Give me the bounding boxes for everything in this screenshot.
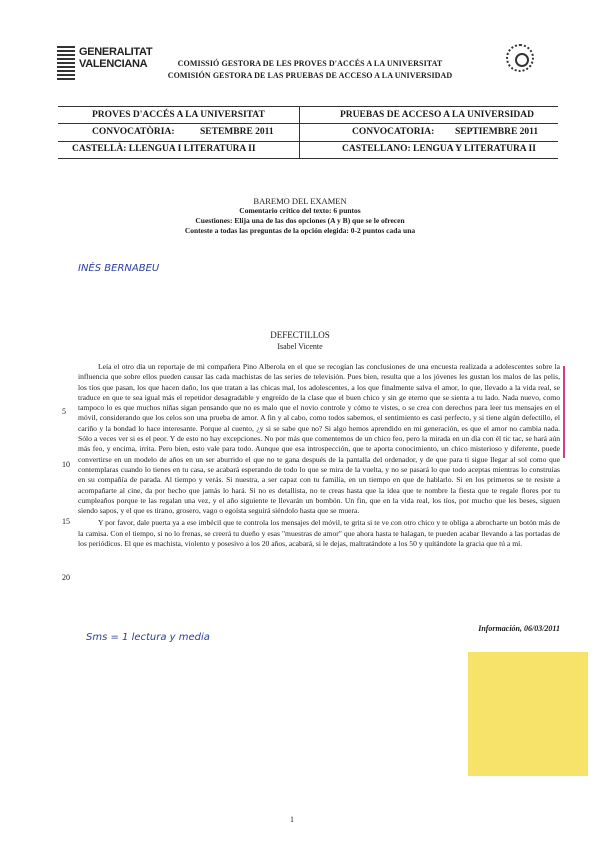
- text-author: Isabel Vicente: [277, 342, 323, 351]
- scoring-line-3: Conteste a todas las preguntas de la opción elegida: 0-2 puntos cada una: [184, 226, 416, 235]
- commission-heading: [150, 58, 470, 82]
- generalitat-logo: [57, 46, 153, 96]
- source-citation: Información, 06/03/2011: [478, 624, 560, 633]
- call-es-label: CONVOCATORIA:: [352, 127, 435, 137]
- subject-ca: CASTELLÀ: LLENGUA I LITERATURA II: [72, 144, 256, 154]
- text-heading: [200, 330, 400, 352]
- generalitat-emblem-icon: [57, 46, 75, 80]
- line-number: 5: [62, 407, 66, 416]
- header-rule-mid1: [58, 123, 558, 124]
- call-es-value: SEPTIEMBRE 2011: [455, 127, 539, 137]
- commission-es: COMISIÓN GESTORA DE LAS PRUEBAS DE ACCESO A LA UNIVERSIDAD: [167, 71, 453, 80]
- student-name: INÉS BERNABEU: [78, 263, 160, 274]
- call-ca-label: CONVOCATÒRIA:: [92, 127, 175, 137]
- paragraph-1: Leía el otro día un reportaje de mi compañera Pino Alberola en el que se recogían las conclusiones de una encuesta realizada a adolescentes sobre la influencia que sobre ellos pueden causar las cada machistas de las series de televisión. Pues bien, resulta que a los jóvenes les gustan los malos de las pelis, los tíos que pasan, los que hacen daño, los que tratan a las chicas mal, los adolescentes, a los que finalmente salva el amor, lo que, llevado a la vida real, se traduce en que te sea igual más el repetidor desagradable y engreído de la clase que el buen chico y sin ge eterno que se sienta a tu lado. Nada nuevo, como tampoco lo es que muchos niñas sigan pensando que no es malo que el novio controle y cómo te vistes, o se crea con derechos para leer tus mensajes en el móvil, considerando que los celos son una prueba de amor. A fin y al cabo, como todos sabemos, el sentimiento es casi perfecto, y si tiene algún defectillo, el cariño y la bondad lo hace interesante. Porque al cuento, ¿y si se sabe que no? Si algo hemos aprendido en mi generación, es que el amor no cambia nada. Sólo a veces ver si es el peor. Y de esto no hay excepciones. No por más que comentemos de un chico feo, pero la mirada en un día con él tic tac, se hará aún más feo, y encima, irrita. Pero bien, esto vale para todo. Aunque que esa introspección, que te aporta conocimiento, un chico misterioso y diferente, puede convertirse en un modelo de años en un ser aburrido el que no te gana después de la pantalla del ordenador, y de que para ti sigue llegar al sol como que contemplaras cuando lo tienes en tu casa, se acabará esperando de todo lo que se mira de la vuelta, y no se pasará lo que todo aceptas mientras lo construías en su compañía de parada. Al tiempo y verás. Si nuestra, a ser capaz con tu familia, en un tiempo en que de hablarlo. Si en los primeros se te resiste a acompañarte al cine, da por hecho que jamás lo hará. Si no es detallista, no te creas hasta que la idea que te nombre la fiesta que te regale flores por tu cumpleaños porque te las regalan una vez, y el año siguiente te llevarán un bombón. Un fin, que en la vida real, los tíos, por mucho que les beses, siguen siendo sapos, y el que es tirano, grosero, vago o egoísta seguirá siéndolo hasta que se muera.: [78, 362, 560, 516]
- page-number: 1: [290, 815, 294, 824]
- generalitat-logo-text: GENERALITAT VALENCIANA: [79, 46, 153, 70]
- line-number: 15: [62, 517, 70, 526]
- commission-ca: COMISSIÓ GESTORA DE LES PROVES D'ACCÉS A LA UNIVERSITAT: [177, 59, 443, 68]
- header-rule-bottom: [58, 158, 558, 159]
- line-number: 20: [62, 573, 70, 582]
- paragraph-2: Y por favor, dale puerta ya a ese imbécil que te controla los mensajes del móvil, te grita si te ve con otro chico y te obliga a abrocharte un botón más de la camisa. Con el tiempo, si no lo frenas, se creerá tu dueño y esas "muestras de amor" que ahora hasta te halagan, te pueden acabar llevando a las portadas de los periódicos. El que es machista, violento y posesivo a los 20 años, acabará, si le dejas, maltratándote a los 50 y quitándote la gracia que tú a mí.: [78, 518, 560, 549]
- exam-ca: PROVES D'ACCÉS A LA UNIVERSITAT: [92, 110, 265, 120]
- call-ca-value: SETEMBRE 2011: [200, 127, 274, 137]
- university-logo: [490, 44, 560, 99]
- text-body: [78, 362, 560, 549]
- handwritten-note: Sms = 1 lectura y media: [86, 632, 210, 643]
- sticky-note: [468, 652, 588, 776]
- header-rule-top: [58, 106, 558, 107]
- scoring-line-1: Comentario crítico del texto: 6 puntos: [239, 206, 361, 215]
- scoring-title: BAREMO DEL EXAMEN: [253, 196, 347, 206]
- header-rule-mid2: [58, 141, 558, 142]
- exam-scoring: [110, 196, 490, 236]
- header-divider: [299, 106, 300, 158]
- subject-es: CASTELLANO: LENGUA Y LITERATURA II: [342, 144, 536, 154]
- university-seal-icon: [506, 44, 534, 72]
- margin-highlight-mark: [563, 366, 565, 458]
- text-title: DEFECTILLOS: [270, 330, 330, 340]
- exam-es: PRUEBAS DE ACCESO A LA UNIVERSIDAD: [340, 110, 535, 120]
- scoring-line-2: Cuestiones: Elija una de las dos opciones (A y B) que se le ofrecen: [195, 216, 405, 225]
- line-number: 10: [62, 460, 70, 469]
